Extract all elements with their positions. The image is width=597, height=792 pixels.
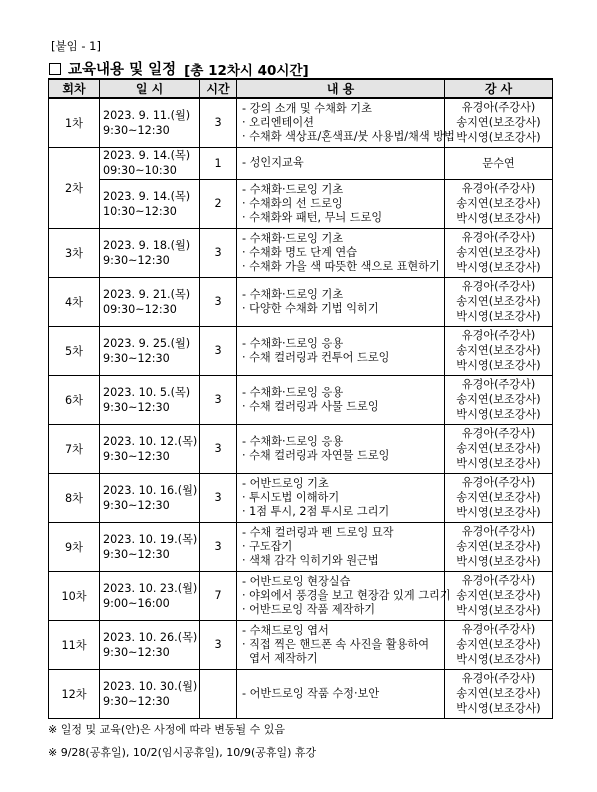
session-time: 9:30~12:30 (103, 694, 170, 708)
instructor-name: 유경아(주강사) (461, 672, 536, 685)
session-time: 09:30~10:30 (103, 164, 177, 177)
content-line: · 야외에서 풍경을 보고 현장감 있게 그리기 (242, 588, 451, 602)
session-content (237, 571, 451, 620)
content-line: · 색채 감각 익히기와 원근법 (242, 553, 379, 567)
session-datetime (100, 473, 200, 522)
session-hours: 2 (200, 179, 237, 228)
session-content (237, 228, 445, 277)
session-hours (200, 669, 237, 718)
session-date: 2023. 9. 25.(월) (103, 336, 191, 350)
session-content (237, 277, 445, 326)
session-number: 6차 (49, 375, 100, 424)
session-instructors (445, 98, 553, 147)
session-datetime (100, 522, 200, 571)
session-hours: 3 (200, 522, 237, 571)
session-datetime (100, 669, 200, 718)
session-hours: 3 (200, 424, 237, 473)
instructor-name: 박시영(보조강사) (456, 506, 541, 519)
instructor-name: 박시영(보조강사) (456, 131, 541, 145)
instructor-name: 박시영(보조강사) (456, 555, 541, 568)
content-line: - 어반드로잉 작품 수정·보안 (242, 686, 380, 700)
content-line: · 1점 투시, 2점 투시로 그리기 (242, 504, 390, 518)
session-datetime (100, 326, 200, 375)
session-date: 2023. 10. 19.(목) (103, 532, 198, 546)
instructor-name: 박시영(보조강사) (456, 359, 541, 372)
content-line: - 수채화·드로잉 기초 (242, 182, 344, 196)
session-number: 12차 (49, 669, 100, 718)
instructor-name: 유경아(주강사) (461, 101, 536, 115)
session-time: 9:30~12:30 (103, 123, 170, 137)
table-row (49, 620, 553, 669)
session-datetime (100, 228, 200, 277)
instructor-name: 송지연(보조강사) (456, 295, 541, 308)
session-content (237, 375, 445, 424)
content-line: · 수채 컬러링과 컨투어 드로잉 (242, 350, 390, 364)
session-hours: 3 (200, 98, 237, 147)
session-datetime (100, 571, 200, 620)
instructor-name: 송지연(보조강사) (456, 589, 541, 602)
content-line: · 수채 컬러링과 자연물 드로잉 (242, 448, 390, 462)
session-date: 2023. 9. 21.(목) (103, 287, 191, 301)
table-row (49, 228, 553, 277)
session-instructors (445, 179, 553, 228)
session-time: 9:30~12:30 (103, 498, 170, 512)
instructor-name: 박시영(보조강사) (456, 310, 541, 323)
session-time: 9:00~16:00 (103, 596, 170, 610)
session-instructors (445, 669, 553, 718)
session-instructors (445, 620, 553, 669)
section-title (49, 58, 309, 79)
table-row (49, 147, 553, 179)
session-number: 2차 (49, 147, 100, 228)
session-hours: 3 (200, 326, 237, 375)
instructor-name: 송지연(보조강사) (456, 116, 541, 130)
schedule-table (48, 78, 553, 719)
content-line: · 투시도법 이해하기 (242, 490, 340, 504)
instructor-name: 송지연(보조강사) (456, 687, 541, 700)
instructor-name: 박시영(보조강사) (456, 457, 541, 470)
table-row (49, 277, 553, 326)
session-datetime (100, 147, 200, 179)
instructor-name: 송지연(보조강사) (456, 393, 541, 406)
instructor-name: 박시영(보조강사) (456, 702, 541, 715)
instructor-name: 유경아(주강사) (461, 427, 536, 440)
instructor-name: 송지연(보조강사) (456, 197, 541, 210)
note-2: ※ 9/28(공휴일), 10/2(임시공휴일), 10/9(공휴일) 휴강 (48, 746, 317, 759)
session-number: 1차 (49, 98, 100, 147)
session-time: 9:30~12:30 (103, 645, 170, 659)
session-content (237, 473, 445, 522)
session-instructors (445, 326, 553, 375)
session-number: 11차 (49, 620, 100, 669)
session-datetime (100, 277, 200, 326)
session-number: 9차 (49, 522, 100, 571)
instructor-name: 유경아(주강사) (461, 574, 536, 587)
session-time: 10:30~12:30 (103, 204, 177, 218)
session-date: 2023. 9. 18.(월) (103, 238, 191, 252)
content-line: - 수채화·드로잉 응용 (242, 434, 344, 448)
instructor-name: 송지연(보조강사) (456, 442, 541, 455)
session-number: 10차 (49, 571, 100, 620)
session-date: 2023. 10. 23.(월) (103, 581, 198, 595)
header-datetime: 일 시 (100, 79, 200, 98)
session-content (237, 98, 455, 147)
table-row (49, 326, 553, 375)
notes (48, 723, 316, 769)
session-time: 9:30~12:30 (103, 449, 170, 463)
header-content: 내 용 (237, 79, 445, 98)
instructor-name: 박시영(보조강사) (456, 604, 541, 617)
session-content (237, 326, 445, 375)
session-hours: 1 (200, 147, 237, 179)
content-line: - 수채 컬러링과 펜 드로잉 묘작 (242, 525, 394, 539)
session-datetime (100, 620, 200, 669)
instructor-name: 유경아(주강사) (461, 525, 536, 538)
content-line: - 수채화·드로잉 응용 (242, 336, 344, 350)
session-time: 09:30~12:30 (103, 302, 177, 316)
session-date: 2023. 9. 14.(목) (103, 189, 191, 203)
instructor-name: 유경아(주강사) (461, 182, 536, 195)
table-row (49, 179, 553, 228)
content-line: · 다양한 수채화 기법 익히기 (242, 301, 379, 315)
header-hours: 시간 (200, 79, 237, 98)
session-instructors (445, 473, 553, 522)
content-line: · 수채화 색상표/혼색표/붓 사용법/채색 방법 (242, 129, 455, 143)
instructor-name: 박시영(보조강사) (456, 212, 541, 225)
checkbox-square-icon (49, 63, 61, 75)
session-datetime (100, 98, 200, 147)
session-time: 9:30~12:30 (103, 547, 170, 561)
session-time: 9:30~12:30 (103, 400, 170, 414)
session-date: 2023. 10. 30.(월) (103, 679, 198, 693)
session-date: 2023. 10. 12.(목) (103, 434, 198, 448)
header-instructor: 강 사 (445, 79, 553, 98)
instructor-name: 유경아(주강사) (461, 378, 536, 391)
session-instructors (445, 375, 553, 424)
content-line: - 성인지교육 (242, 156, 304, 169)
session-instructors (445, 571, 553, 620)
session-hours: 3 (200, 228, 237, 277)
instructor-name: 박시영(보조강사) (456, 408, 541, 421)
instructor-name: 유경아(주강사) (461, 231, 536, 244)
instructor-name: 박시영(보조강사) (456, 261, 541, 274)
content-line: - 수채드로잉 엽서 (242, 623, 329, 637)
session-number: 4차 (49, 277, 100, 326)
instructor-name: 유경아(주강사) (461, 280, 536, 293)
session-content (237, 147, 445, 179)
session-instructors (445, 522, 553, 571)
session-number: 5차 (49, 326, 100, 375)
instructor-name: 송지연(보조강사) (456, 491, 541, 504)
content-line: - 수채화·드로잉 기초 (242, 287, 344, 301)
table-row (49, 473, 553, 522)
session-content (237, 522, 445, 571)
instructor-name: 유경아(주강사) (461, 329, 536, 342)
instructor-name: 박시영(보조강사) (456, 653, 541, 666)
session-time: 9:30~12:30 (103, 253, 170, 267)
content-line: - 수채화·드로잉 기초 (242, 231, 344, 245)
session-hours: 3 (200, 473, 237, 522)
instructor-name: 송지연(보조강사) (456, 344, 541, 357)
content-line: · 수채 컬러링과 사물 드로잉 (242, 399, 379, 413)
instructor-name: 유경아(주강사) (461, 476, 536, 489)
instructor-name: 송지연(보조강사) (456, 540, 541, 553)
content-line: · 어반드로잉 작품 제작하기 (242, 602, 376, 616)
content-line: · 구도잡기 (242, 539, 293, 553)
content-line: - 어반드로잉 현장실습 (242, 574, 351, 588)
content-line: · 수채화 가을 색 따뜻한 색으로 표현하기 (242, 259, 440, 273)
session-date: 2023. 9. 14.(목) (103, 149, 191, 162)
content-line: · 오리엔테이션 (242, 115, 314, 129)
session-date: 2023. 10. 26.(목) (103, 630, 198, 644)
table-row (49, 375, 553, 424)
session-number: 7차 (49, 424, 100, 473)
session-time: 9:30~12:30 (103, 351, 170, 365)
instructor-name: 문수연 (482, 156, 515, 170)
session-number: 3차 (49, 228, 100, 277)
content-line: · 수채화와 패턴, 무늬 드로잉 (242, 210, 383, 224)
session-datetime (100, 424, 200, 473)
content-line: 엽서 제작하기 (242, 651, 318, 665)
table-row (49, 98, 553, 147)
content-line: - 강의 소개 및 수채화 기초 (242, 101, 372, 115)
table-row (49, 424, 553, 473)
session-hours: 7 (200, 571, 237, 620)
header-session: 회차 (49, 79, 100, 98)
session-instructors (445, 147, 553, 179)
session-content (237, 424, 445, 473)
session-instructors (445, 228, 553, 277)
attachment-label: [붙임 - 1] (51, 39, 101, 53)
header-row (49, 79, 553, 98)
session-date: 2023. 9. 11.(월) (103, 108, 191, 122)
session-date: 2023. 10. 5.(목) (103, 385, 191, 399)
session-hours: 3 (200, 375, 237, 424)
content-line: · 직접 찍은 핸드폰 속 사진을 활용하여 (242, 637, 430, 651)
title-summary: [총 12차시 40시간] (184, 62, 309, 79)
content-line: - 어반드로잉 기초 (242, 476, 329, 490)
session-instructors (445, 277, 553, 326)
session-datetime (100, 375, 200, 424)
content-line: · 수채화의 선 드로잉 (242, 196, 343, 210)
session-datetime (100, 179, 200, 228)
instructor-name: 송지연(보조강사) (456, 246, 541, 259)
session-number: 8차 (49, 473, 100, 522)
note-1: ※ 일정 및 교육(안)은 사정에 따라 변동될 수 있음 (48, 723, 286, 736)
title-text: 교육내용 및 일정 (68, 62, 177, 78)
instructor-name: 유경아(주강사) (461, 623, 536, 636)
instructor-name: 송지연(보조강사) (456, 638, 541, 651)
table-row (49, 522, 553, 571)
session-content (237, 669, 445, 718)
table-row (49, 669, 553, 718)
session-content (237, 179, 445, 228)
session-hours: 3 (200, 277, 237, 326)
content-line: - 수채화·드로잉 응용 (242, 385, 344, 399)
content-line: · 수채화 명도 단계 연습 (242, 245, 358, 259)
session-content (237, 620, 445, 669)
session-date: 2023. 10. 16.(월) (103, 483, 198, 497)
table-row (49, 571, 553, 620)
session-instructors (445, 424, 553, 473)
session-hours: 3 (200, 620, 237, 669)
